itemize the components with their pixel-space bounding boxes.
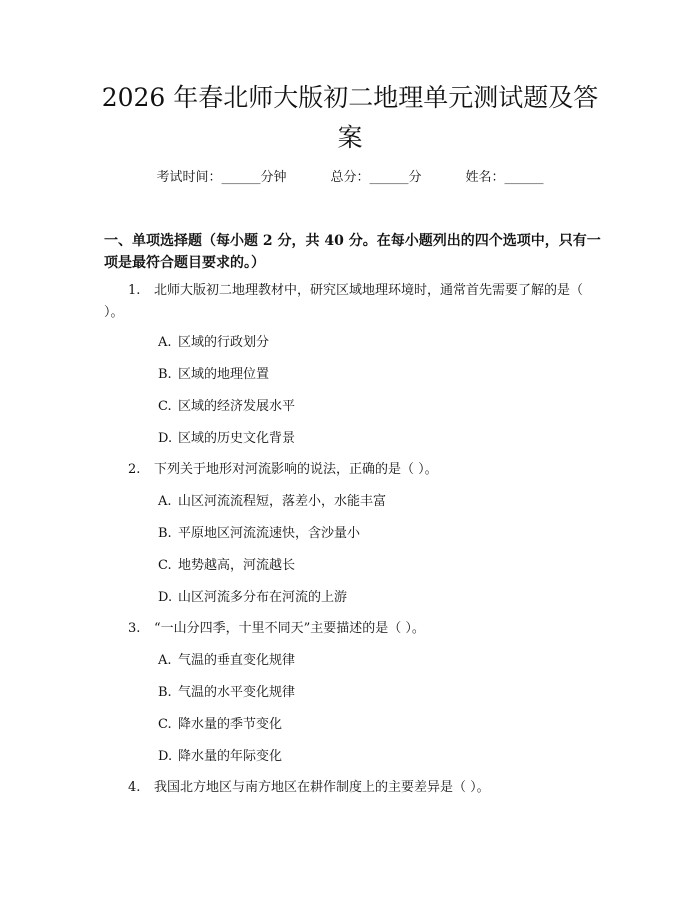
option-3a — [158, 651, 295, 671]
option-3d — [158, 747, 282, 767]
option-3c — [158, 715, 282, 735]
option-letter: A. — [158, 335, 172, 350]
option-letter: B. — [158, 526, 172, 541]
question-4 — [104, 777, 604, 799]
option-text: 区域的地理位置 — [178, 367, 270, 382]
option-3b — [158, 683, 295, 703]
option-2b — [158, 524, 360, 544]
option-text: 气温的垂直变化规律 — [178, 653, 296, 668]
option-letter: C. — [158, 558, 172, 573]
exam-meta — [0, 168, 700, 188]
option-1b — [158, 365, 269, 385]
option-2c — [158, 556, 295, 576]
option-text: 降水量的季节变化 — [178, 717, 283, 732]
option-text: 平原地区河流流速快，含沙量小 — [178, 526, 361, 541]
option-letter: C. — [158, 717, 172, 732]
exam-time: 考试时间：______分钟 — [156, 170, 287, 185]
option-1c — [158, 397, 295, 417]
option-text: 气温的水平变化规律 — [178, 685, 296, 700]
option-1a — [158, 333, 269, 353]
exam-score: 总分：______分 — [330, 170, 422, 185]
option-text: 地势越高，河流越长 — [178, 558, 296, 573]
option-letter: B. — [158, 685, 172, 700]
option-letter: B. — [158, 367, 172, 382]
option-letter: D. — [158, 749, 173, 764]
option-text: 降水量的年际变化 — [178, 749, 283, 764]
option-text: 区域的行政划分 — [178, 335, 270, 350]
question-number: 1. — [128, 283, 141, 298]
option-2a — [158, 492, 386, 512]
option-text: 山区河流流程短，落差小，水能丰富 — [178, 494, 387, 509]
question-number: 3. — [128, 621, 141, 636]
question-1 — [104, 280, 604, 324]
option-letter: C. — [158, 399, 172, 414]
question-number: 4. — [128, 780, 141, 795]
option-text: 区域的历史文化背景 — [178, 431, 296, 446]
option-letter: D. — [158, 590, 173, 605]
question-2 — [104, 459, 604, 481]
option-2d — [158, 588, 347, 608]
option-letter: D. — [158, 431, 173, 446]
option-letter: A. — [158, 494, 172, 509]
option-text: 区域的经济发展水平 — [178, 399, 296, 414]
exam-name: 姓名：______ — [465, 170, 544, 185]
document-title: 2026 年春北师大版初二地理单元测试题及答案 — [101, 83, 599, 152]
option-letter: A. — [158, 653, 172, 668]
option-text: 山区河流多分布在河流的上游 — [178, 590, 348, 605]
section-heading: 一、单项选择题（每小题 2 分，共 40 分。在每小题列出的四个选项中，只有一项是最符合题目要求的。） — [104, 233, 601, 271]
question-text: 我国北方地区与南方地区在耕作制度上的主要差异是（ ）。 — [154, 780, 490, 795]
option-1d — [158, 429, 295, 449]
question-text: 下列关于地形对河流影响的说法，正确的是（ ）。 — [154, 462, 438, 477]
question-text: “一山分四季，十里不同天”主要描述的是（ ）。 — [154, 621, 425, 636]
question-number: 2. — [128, 462, 141, 477]
question-text: 北师大版初二地理教材中，研究区域地理环境时，通常首先需要了解的是（ ）。 — [104, 283, 584, 320]
question-3 — [104, 618, 604, 640]
